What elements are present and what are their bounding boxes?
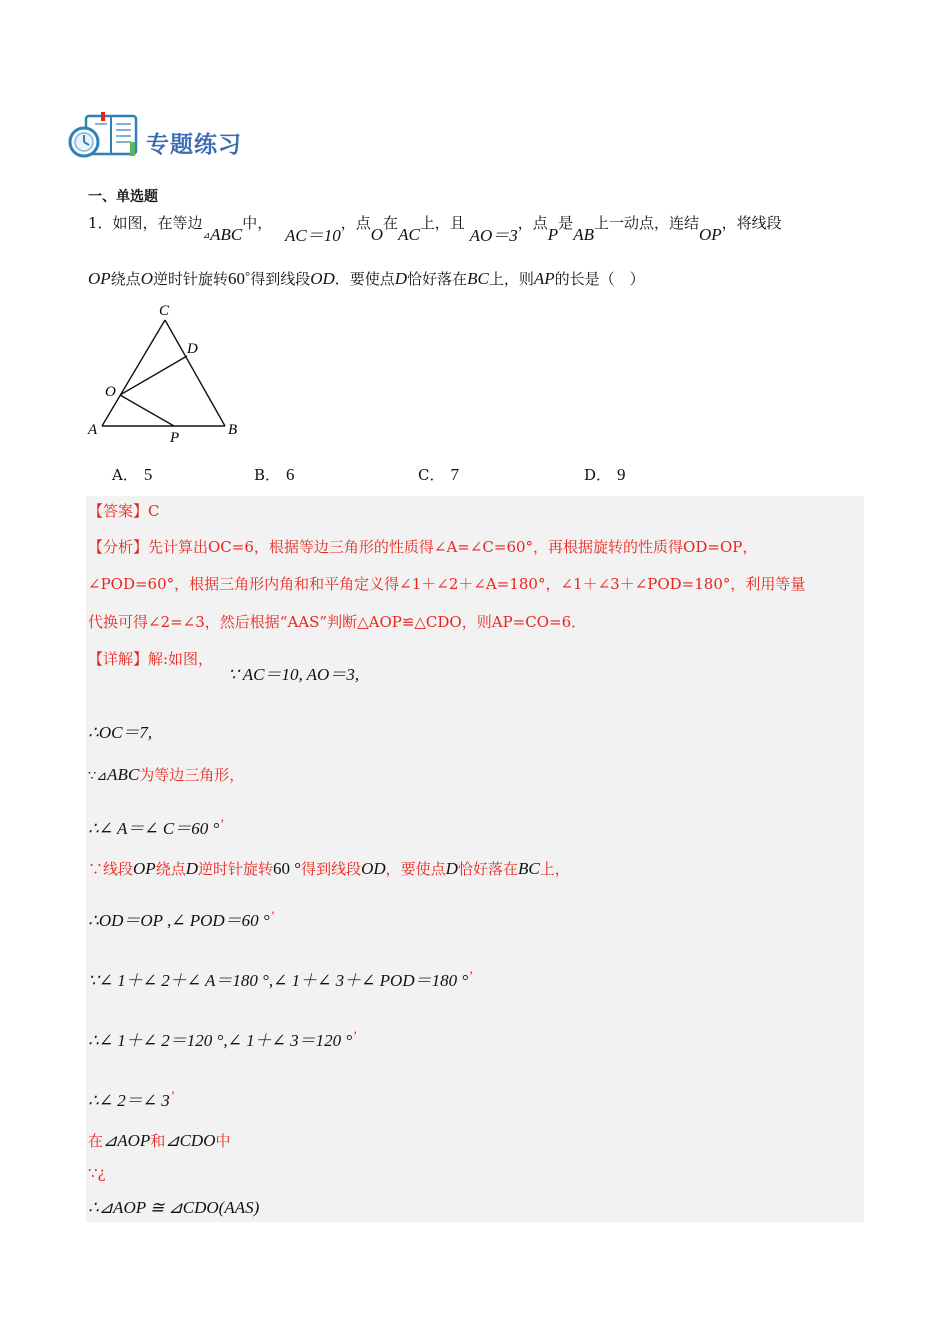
question-text: 是 xyxy=(558,214,574,232)
option-b[interactable] xyxy=(254,464,295,485)
question-text-line-2 xyxy=(88,268,645,289)
option-letter: D． xyxy=(584,466,612,484)
math-ap: AP xyxy=(533,269,555,288)
step-text: 得到线段 xyxy=(301,860,362,878)
step-7 xyxy=(88,966,473,991)
step-2: ∴OC＝7, xyxy=(88,723,153,742)
option-letter: B． xyxy=(254,466,281,484)
answer-line: 【答案】C xyxy=(88,502,160,520)
math-d: D xyxy=(185,859,198,878)
step-math: ∴∠ A＝∠ C＝60 ° xyxy=(88,819,220,838)
question-text: 如图，在等边 xyxy=(112,214,203,232)
question-text: 上一动点，连结 xyxy=(593,214,699,232)
tick-mark: ’ xyxy=(352,1028,357,1043)
step-6 xyxy=(88,906,274,931)
math-60: 60 xyxy=(227,269,245,288)
math-op: OP xyxy=(698,225,722,244)
tick-mark: ’ xyxy=(269,908,275,923)
step-text: 在 xyxy=(88,1132,104,1150)
book-clock-icon xyxy=(68,112,140,160)
step-math: ∴OD＝OP ,∠ POD＝60 ° xyxy=(88,911,270,930)
step-math: ∴∠ 2＝∠ 3 xyxy=(88,1091,170,1110)
math-ab: AB xyxy=(573,225,594,244)
question-text: ，点 xyxy=(340,214,371,232)
section-heading: 一、单选题 xyxy=(88,189,158,205)
segment-od xyxy=(120,356,187,395)
math-o: O xyxy=(140,269,153,288)
therefore-symbol: ∵⊿ xyxy=(88,769,108,784)
math-d: D xyxy=(394,269,408,288)
option-value: 5 xyxy=(143,465,153,484)
math-od: OD xyxy=(361,859,386,878)
math-p: P xyxy=(547,225,559,244)
page-title: 专题练习 xyxy=(146,132,242,158)
step-text: 中 xyxy=(215,1132,231,1150)
tick-mark: ’ xyxy=(219,816,224,831)
segment-bc xyxy=(165,320,225,426)
option-c[interactable] xyxy=(418,464,459,485)
step-math: ∴∠ 1＋∠ 2＝120 °,∠ 1＋∠ 3＝120 ° xyxy=(88,1031,353,1050)
option-d[interactable] xyxy=(584,464,626,485)
question-text: ，点 xyxy=(517,214,548,232)
step-9 xyxy=(88,1086,174,1111)
segment-op xyxy=(120,395,174,426)
degree-symbol: ° xyxy=(244,268,251,283)
step-12: ∴⊿AOP ≅ ⊿CDO(AAS) xyxy=(88,1198,260,1217)
question-text: 在 xyxy=(383,214,399,232)
label-a: A xyxy=(88,422,98,438)
math-d: D xyxy=(445,859,458,878)
analysis-line-2: ∠POD=60°，根据三角形内角和和平角定义得∠1＋∠2＋∠A=180°，∠1＋∠3＋∠POD=180°，利用等量 xyxy=(88,575,806,593)
step-text: 恰好落在 xyxy=(457,860,518,878)
option-value: 7 xyxy=(450,465,459,484)
option-letter: A． xyxy=(112,466,138,484)
question-text: 逆时针旋转 xyxy=(152,270,228,288)
question-text: ．要使点 xyxy=(334,270,395,288)
math-abc: ABC xyxy=(210,225,243,244)
step-text: 逆时针旋转 xyxy=(197,860,273,878)
step-5 xyxy=(88,858,570,879)
step-10 xyxy=(88,1130,230,1151)
question-text: 中， xyxy=(242,214,273,232)
step-1: ∵ AC＝10, AO＝3, xyxy=(228,665,360,684)
step-11: ∵¿ xyxy=(88,1164,106,1182)
question-text: 得到线段 xyxy=(250,270,311,288)
math-abc: ABC xyxy=(107,765,140,784)
question-number: 1． xyxy=(88,214,113,232)
step-text: ，要使点 xyxy=(385,860,446,878)
question-text: 的长是（ ） xyxy=(554,270,645,288)
tick-mark: ’ xyxy=(169,1088,175,1103)
math-od: OD xyxy=(310,269,335,288)
triangle-figure xyxy=(80,298,260,448)
step-8 xyxy=(88,1026,356,1051)
analysis-line-3: 代换可得∠2=∠3，然后根据“AAS”判断△AOP≌△CDO，则AP=CO=6． xyxy=(88,613,587,631)
math-bc: BC xyxy=(517,859,540,878)
detail-label: 【详解】解:如图， xyxy=(88,650,214,668)
option-a[interactable] xyxy=(112,464,152,485)
step-text: 上， xyxy=(539,860,570,878)
math-60: 60 ° xyxy=(273,859,302,878)
analysis-line-1: 【分析】先计算出OC=6，根据等边三角形的性质得∠A=∠C=60°，再根据旋转的性质得OD=OP， xyxy=(88,538,758,556)
math-ao-3: AO＝3 xyxy=(469,226,518,245)
math-op: OP xyxy=(133,859,156,878)
step-text: 绕点 xyxy=(155,860,186,878)
option-value: 6 xyxy=(286,465,295,484)
triangle-symbol: ⊿ xyxy=(202,231,211,241)
step-text: ∵线段 xyxy=(88,860,134,878)
math-ac: AC xyxy=(398,225,420,244)
math-o: O xyxy=(370,225,384,244)
label-o: O xyxy=(105,384,116,400)
step-math: ∵∠ 1＋∠ 2＋∠ A＝180 °,∠ 1＋∠ 3＋∠ POD＝180 ° xyxy=(88,971,469,990)
question-text: 恰好落在 xyxy=(407,270,468,288)
option-value: 9 xyxy=(617,465,626,484)
label-b: B xyxy=(228,422,238,438)
question-text: 上，则 xyxy=(488,270,534,288)
question-text-line-1 xyxy=(88,208,782,245)
question-text: 绕点 xyxy=(110,270,141,288)
tick-mark: ’ xyxy=(468,968,473,983)
label-p: P xyxy=(170,430,180,446)
question-text: 上，且 xyxy=(419,214,465,232)
math-aop: ⊿AOP xyxy=(103,1131,151,1150)
option-letter: C． xyxy=(418,466,445,484)
math-op: OP xyxy=(88,269,111,288)
math-cdo: ⊿CDO xyxy=(165,1131,216,1150)
segment-ac xyxy=(102,320,165,426)
label-c: C xyxy=(159,303,170,319)
step-3 xyxy=(88,764,244,785)
label-d: D xyxy=(187,341,198,357)
step-text: 为等边三角形， xyxy=(139,766,245,784)
math-ac-10: AC＝10 xyxy=(285,226,341,245)
step-4 xyxy=(88,814,224,839)
question-text: ，将线段 xyxy=(721,214,782,232)
math-bc: BC xyxy=(467,269,489,288)
step-text: 和 xyxy=(150,1132,166,1150)
